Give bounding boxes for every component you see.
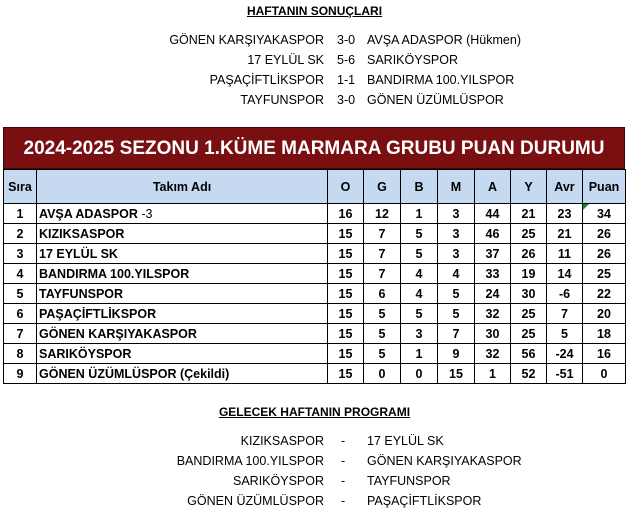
result-score: 5-6 [337, 53, 356, 67]
result-row [0, 70, 629, 90]
cell-position: 7 [4, 324, 37, 344]
cell-points: 20 [583, 304, 626, 324]
cell-goals-for: 44 [475, 204, 511, 224]
table-row [4, 224, 626, 244]
cell-goal-difference: 21 [547, 224, 583, 244]
cell-goal-difference: -51 [547, 364, 583, 384]
cell-position: 9 [4, 364, 37, 384]
fixture-row [0, 431, 629, 451]
cell-won: 7 [364, 244, 401, 264]
fixture-away-team: TAYFUNSPOR [367, 474, 451, 488]
cell-position: 2 [4, 224, 37, 244]
fixture-home-team: KIZIKSASPOR [240, 434, 324, 448]
cell-lost: 3 [438, 244, 475, 264]
cell-drawn: 3 [401, 324, 438, 344]
cell-team: TAYFUNSPOR [37, 284, 328, 304]
cell-points: 22 [583, 284, 626, 304]
cell-points: 26 [583, 224, 626, 244]
result-home-team: GÖNEN KARŞIYAKASPOR [169, 33, 324, 47]
cell-goals-for: 1 [475, 364, 511, 384]
result-home-team: PAŞAÇİFTLİKSPOR [209, 73, 324, 87]
cell-team: GÖNEN KARŞIYAKASPOR [37, 324, 328, 344]
cell-goals-against: 52 [511, 364, 547, 384]
table-row [4, 204, 626, 224]
result-home-team: 17 EYLÜL SK [247, 53, 324, 67]
header-won: G [364, 170, 401, 204]
fixture-separator: - [341, 494, 346, 508]
cell-lost: 15 [438, 364, 475, 384]
cell-goals-against: 25 [511, 324, 547, 344]
cell-goal-difference: 7 [547, 304, 583, 324]
header-team: Takım Adı [37, 170, 328, 204]
cell-lost: 3 [438, 224, 475, 244]
team-name: AVŞA ADASPOR [39, 206, 138, 221]
standings-table [3, 169, 626, 384]
cell-points: 16 [583, 344, 626, 364]
cell-goals-against: 30 [511, 284, 547, 304]
cell-points[interactable]: 34 [583, 204, 626, 224]
standings-title-banner: 2024-2025 SEZONU 1.KÜME MARMARA GRUBU PUAN DURUMU [3, 127, 625, 169]
cell-lost: 5 [438, 304, 475, 324]
results-list [0, 30, 629, 110]
cell-goal-difference: 11 [547, 244, 583, 264]
fixture-row [0, 451, 629, 471]
cell-drawn: 1 [401, 344, 438, 364]
cell-played: 15 [328, 344, 364, 364]
fixture-home-team: GÖNEN ÜZÜMLÜSPOR [187, 494, 324, 508]
table-row [4, 244, 626, 264]
cell-played: 15 [328, 284, 364, 304]
cell-played: 15 [328, 224, 364, 244]
header-goal-difference: Avr [547, 170, 583, 204]
cell-goals-for: 30 [475, 324, 511, 344]
header-played: O [328, 170, 364, 204]
fixture-row [0, 471, 629, 491]
cell-goals-for: 46 [475, 224, 511, 244]
header-goals-for: A [475, 170, 511, 204]
cell-won: 7 [364, 224, 401, 244]
cell-team: 17 EYLÜL SK [37, 244, 328, 264]
fixture-separator: - [341, 434, 346, 448]
table-row [4, 284, 626, 304]
cell-drawn: 1 [401, 204, 438, 224]
fixtures-list [0, 431, 629, 511]
cell-played: 15 [328, 324, 364, 344]
cell-lost: 5 [438, 284, 475, 304]
cell-goals-for: 37 [475, 244, 511, 264]
result-away-team: BANDIRMA 100.YILSPOR [367, 73, 515, 87]
cell-won: 6 [364, 284, 401, 304]
cell-played: 16 [328, 204, 364, 224]
cell-goals-against: 25 [511, 304, 547, 324]
table-row [4, 324, 626, 344]
cell-won: 12 [364, 204, 401, 224]
fixture-home-team: SARIKÖYSPOR [233, 474, 324, 488]
result-score: 1-1 [337, 73, 356, 87]
cell-drawn: 5 [401, 304, 438, 324]
cell-goals-against: 25 [511, 224, 547, 244]
fixture-away-team: GÖNEN KARŞIYAKASPOR [367, 454, 522, 468]
fixtures-title: GELECEK HAFTANIN PROGRAMI [218, 405, 411, 419]
cell-goals-against: 19 [511, 264, 547, 284]
cell-team: BANDIRMA 100.YILSPOR [37, 264, 328, 284]
fixture-away-team: 17 EYLÜL SK [367, 434, 444, 448]
cell-lost: 3 [438, 204, 475, 224]
table-row [4, 344, 626, 364]
cell-goal-difference: 14 [547, 264, 583, 284]
cell-team: KIZIKSASPOR [37, 224, 328, 244]
header-drawn: B [401, 170, 438, 204]
cell-played: 15 [328, 304, 364, 324]
cell-lost: 9 [438, 344, 475, 364]
cell-played: 15 [328, 264, 364, 284]
cell-drawn: 5 [401, 244, 438, 264]
cell-played: 15 [328, 244, 364, 264]
cell-goals-for: 32 [475, 304, 511, 324]
header-position: Sıra [4, 170, 37, 204]
cell-position: 8 [4, 344, 37, 364]
cell-won: 5 [364, 324, 401, 344]
result-home-team: TAYFUNSPOR [240, 93, 324, 107]
cell-won: 5 [364, 344, 401, 364]
result-score: 3-0 [337, 93, 356, 107]
header-points: Puan [583, 170, 626, 204]
cell-position: 1 [4, 204, 37, 224]
result-row [0, 30, 629, 50]
fixture-row [0, 491, 629, 511]
result-score: 3-0 [337, 33, 356, 47]
cell-goal-difference: 5 [547, 324, 583, 344]
cell-goals-for: 33 [475, 264, 511, 284]
result-away-team: AVŞA ADASPOR (Hükmen) [367, 33, 521, 47]
cell-won: 0 [364, 364, 401, 384]
cell-points: 26 [583, 244, 626, 264]
cell-goal-difference: -6 [547, 284, 583, 304]
cell-team [37, 204, 328, 224]
cell-position: 4 [4, 264, 37, 284]
fixture-separator: - [341, 474, 346, 488]
cell-points: 0 [583, 364, 626, 384]
cell-lost: 7 [438, 324, 475, 344]
cell-points: 25 [583, 264, 626, 284]
cell-goals-against: 26 [511, 244, 547, 264]
cell-drawn: 4 [401, 264, 438, 284]
table-row [4, 364, 626, 384]
fixture-separator: - [341, 454, 346, 468]
cell-goal-difference: -24 [547, 344, 583, 364]
table-row [4, 304, 626, 324]
fixture-home-team: BANDIRMA 100.YILSPOR [176, 454, 324, 468]
penalty-note: -3 [137, 206, 153, 221]
header-lost: M [438, 170, 475, 204]
cell-points: 18 [583, 324, 626, 344]
cell-drawn: 4 [401, 284, 438, 304]
cell-lost: 4 [438, 264, 475, 284]
fixture-away-team: PAŞAÇİFTLİKSPOR [367, 494, 482, 508]
result-row [0, 50, 629, 70]
cell-drawn: 0 [401, 364, 438, 384]
cell-goals-against: 56 [511, 344, 547, 364]
header-goals-against: Y [511, 170, 547, 204]
cell-goals-for: 24 [475, 284, 511, 304]
cell-goals-against: 21 [511, 204, 547, 224]
cell-team: PAŞAÇİFTLİKSPOR [37, 304, 328, 324]
table-row [4, 264, 626, 284]
cell-position: 5 [4, 284, 37, 304]
cell-team: GÖNEN ÜZÜMLÜSPOR (Çekildi) [37, 364, 328, 384]
standings-header-row [4, 170, 626, 204]
cell-played: 15 [328, 364, 364, 384]
results-title: HAFTANIN SONUÇLARI [246, 4, 383, 18]
cell-won: 7 [364, 264, 401, 284]
cell-position: 6 [4, 304, 37, 324]
cell-goals-for: 32 [475, 344, 511, 364]
cell-goal-difference: 23 [547, 204, 583, 224]
cell-position: 3 [4, 244, 37, 264]
result-row [0, 90, 629, 110]
result-away-team: SARIKÖYSPOR [367, 53, 458, 67]
result-away-team: GÖNEN ÜZÜMLÜSPOR [367, 93, 504, 107]
cell-won: 5 [364, 304, 401, 324]
cell-team: SARIKÖYSPOR [37, 344, 328, 364]
cell-drawn: 5 [401, 224, 438, 244]
